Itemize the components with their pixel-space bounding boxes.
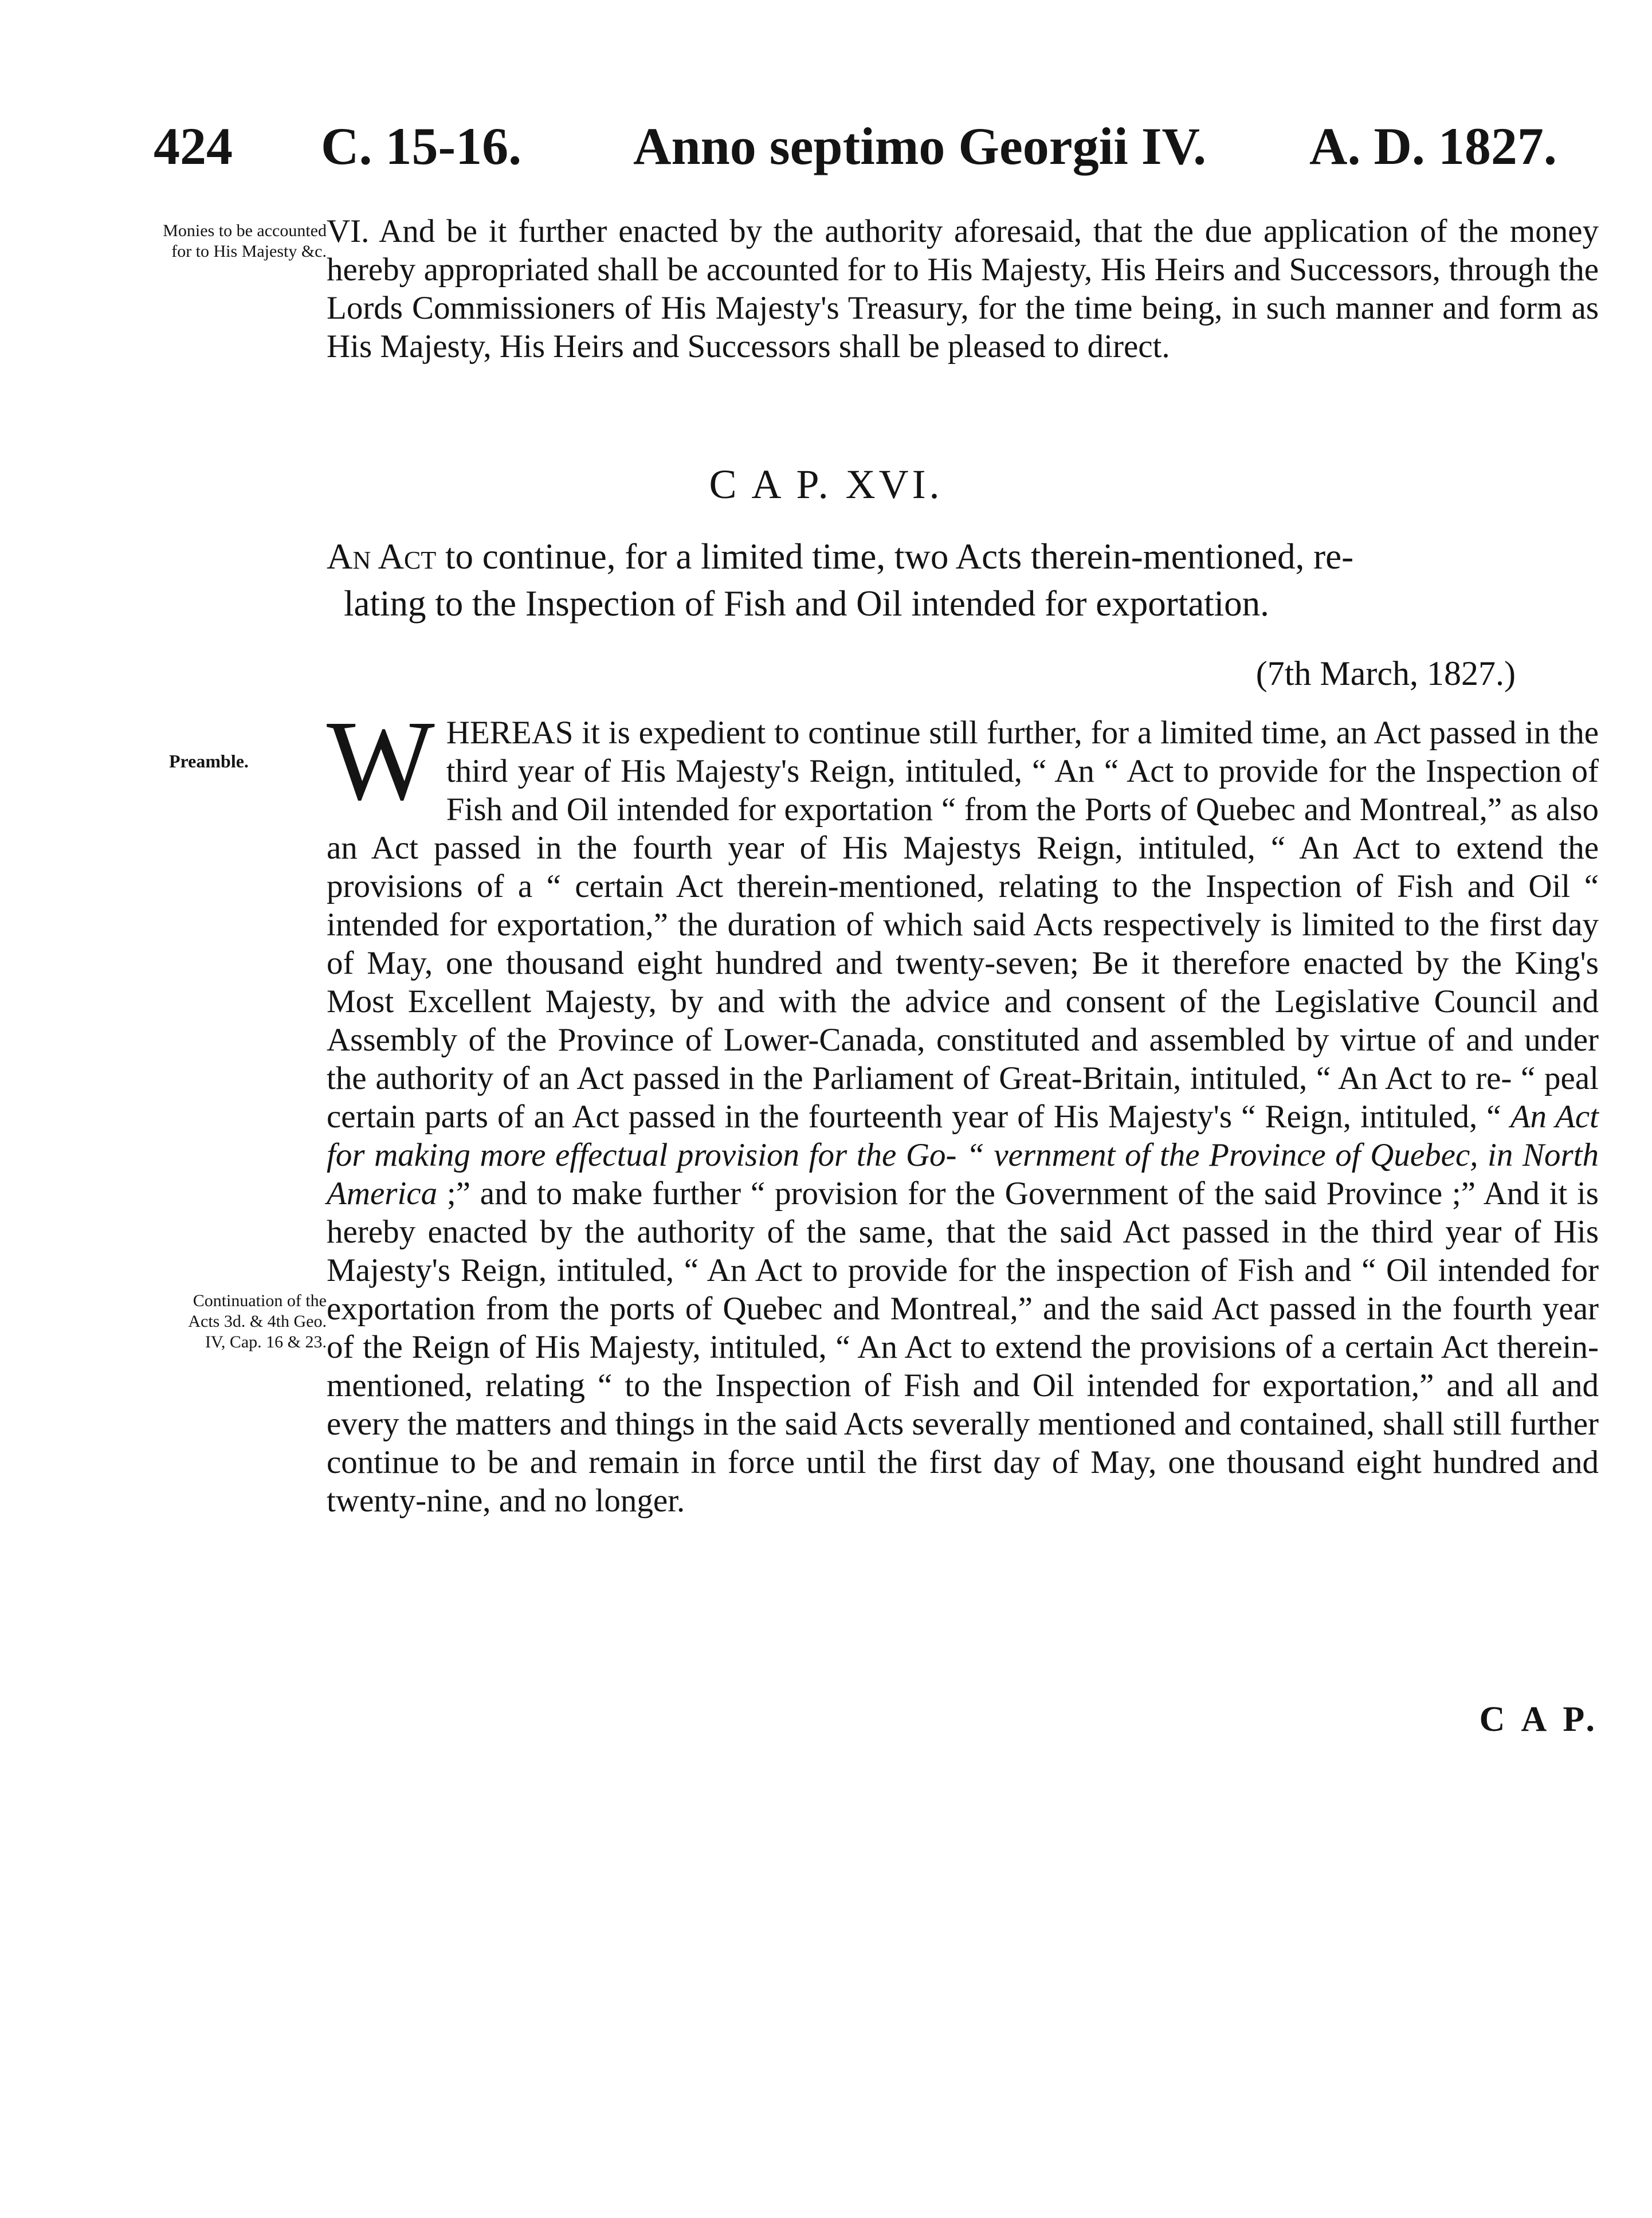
act-title-line-1 [327,533,1593,580]
catchword: C A P. [1479,1700,1599,1739]
act-date: (7th March, 1827.) [1255,655,1516,692]
preamble-text [327,697,1599,1520]
margin-note-preamble: Preamble. [169,751,249,771]
calendar-year: A. D. 1827. [1309,117,1557,175]
page-number: 424 [154,117,233,175]
act-title [327,533,1593,627]
preamble-part-2: ;” and to make further “ provision for the Government of the said Province ;” And it is hereby enacted by the authority of the same, that the said Act passed in the third year of His Majesty's Reign, intituled, “ An Act to provide for the inspection of Fish and “ Oil intended for exportation from the ports of Quebec and Montreal,” and the said Act passed in the fourth year of the Reign of His Majesty, intituled, “ An Act to extend the provisions of a certain Act therein-mentioned, relating “ to the Inspection of Fish and Oil intended for exportation,” and all and every the matters and things in the said Acts severally mentioned and contained, shall still further continue to be and remain in force until the first day of May, one thousand eight hundred and twenty-nine, and no longer. [327,1175,1599,1519]
act-title-an-act: An Act [327,536,437,577]
preamble-italic-title: An Act for making more effectual provision for the Go- “ vernment of the Province of Quebec, in North America [327,1099,1599,1212]
preamble-part-1: HEREAS it is expedient to continue still further, for a limited time, an Act passed in the third year of His Majesty's Reign, intituled, “ An “ Act to provide for the Inspection of Fish and Oil intended for exportation “ from the Ports of Quebec and Montreal,” as also an Act passed in the fourth year of His Majestys Reign, intituled, “ An Act to extend the provisions of a “ certain Act therein-mentioned, relating to the Inspection of Fish and Oil “ intended for exportation,” the duration of which said Acts respectively is limited to the first day of May, one thousand eight hundred and twenty-seven; Be it therefore enacted by the King's Most Excellent Majesty, by and with the advice and consent of the Legislative Council and Assembly of the Province of Lower-Canada, constituted and assembled by virtue of and under the authority of an Act passed in the Parliament of Great-Britain, intituled, “ An Act to re- “ peal certain parts of an Act passed in the fourteenth year of His Majesty's “ Reign, intituled, “ [327,715,1599,1135]
chapter-reference: C. 15-16. [321,117,522,175]
margin-note-continuation: Continuation of the Acts 3d. & 4th Geo. IV, Cap. 16 & 23. [188,1291,327,1351]
section-vi: VI. And be it further enacted by the authority aforesaid, that the due application of the money hereby appropriated shall be accounted for to His Majesty, His Heirs and Successors, through the Lords Commissioners of His Majesty's Treasury, for the time being, in such manner and form as His Majesty, His Heirs and Successors shall be pleased to direct. [327,213,1599,365]
chapter-heading: C A P. XVI. [709,461,943,507]
margin-note-monies: Monies to be accounted for to His Majesty &c. [163,221,327,261]
act-title-rest: to continue, for a limited time, two Acts therein-mentioned, re- [436,536,1354,577]
drop-cap: W [327,697,435,824]
regnal-year-title: Anno septimo Georgii IV. [633,117,1207,175]
act-title-line-2: lating to the Inspection of Fish and Oil intended for exportation. [344,583,1269,624]
